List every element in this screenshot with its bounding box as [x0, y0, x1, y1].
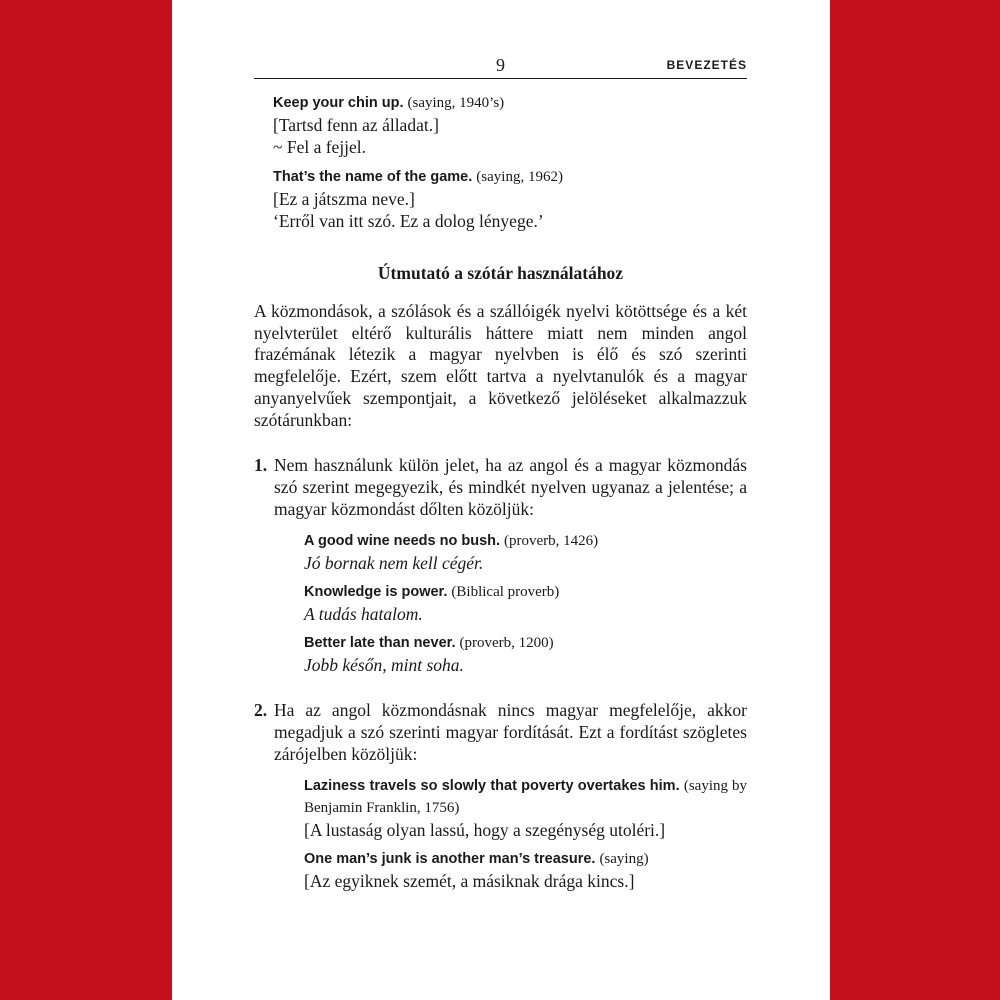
example-note: (Biblical proverb)	[451, 584, 560, 601]
example-note: (saying by Benjamin Franklin, 1756)	[304, 778, 747, 817]
item-number: 2.	[254, 700, 268, 721]
example-headword: Knowledge is power.	[304, 584, 448, 601]
dictionary-entry	[273, 166, 747, 232]
example-entry	[304, 632, 747, 676]
example-headword: A good wine needs no bush.	[304, 533, 501, 550]
entry-note: (saying, 1940’s)	[407, 95, 505, 111]
page-content	[254, 92, 747, 892]
item-text: Nem használunk külön jelet, ha az angol és a magyar közmondás szó szerint megegyezik, és mindkét nyelven ugyanaz a jelentése; a magyar közmondást dőlten közöljük:	[274, 455, 747, 519]
example-note: (proverb, 1426)	[504, 533, 599, 550]
example-headword: Laziness travels so slowly that poverty overtakes him.	[304, 778, 680, 795]
dictionary-entry	[273, 92, 747, 158]
example-entry	[304, 530, 747, 574]
example-translation: A tudás hatalom.	[304, 604, 423, 625]
entry-translation: [Ez a játszma neve.]	[273, 189, 415, 209]
example-note: (saying)	[599, 851, 649, 868]
entry-headword: That’s the name of the game.	[273, 169, 473, 185]
numbered-item	[254, 700, 747, 892]
entry-translation: [Tartsd fenn az álladat.]	[273, 115, 439, 135]
section-title: Útmutató a szótár használatához	[377, 263, 624, 283]
example-entry	[304, 775, 747, 841]
entry-equivalent: ~ Fel a fejjel.	[273, 137, 367, 157]
example-list	[304, 775, 747, 892]
example-translation: [Az egyiknek szemét, a másiknak drága kincs.]	[304, 871, 635, 892]
item-number: 1.	[254, 455, 268, 476]
example-translation: Jó bornak nem kell cégér.	[304, 553, 484, 574]
page-header	[254, 54, 747, 79]
item-text: Ha az angol közmondásnak nincs magyar megfelelője, akkor megadjuk a szó szerinti magyar fordítását. Ezt a fordítást szögletes zárójelben közöljük:	[274, 700, 747, 764]
example-translation: Jobb későn, mint soha.	[304, 655, 464, 676]
example-entry	[304, 848, 747, 892]
numbered-item	[254, 455, 747, 676]
example-entry	[304, 581, 747, 625]
entry-note: (saying, 1962)	[476, 169, 563, 185]
example-translation: [A lustaság olyan lassú, hogy a szegénység utoléri.]	[304, 820, 666, 841]
example-list	[304, 530, 747, 676]
book-page	[172, 0, 830, 1000]
entry-meaning: ‘Erről van itt szó. Ez a dolog lényege.’	[273, 211, 544, 231]
running-head: BEVEZETÉS	[666, 58, 747, 72]
section-paragraph: A közmondások, a szólások és a szállóigék nyelvi kötöttsége és a két nyelvterület eltérő kulturális háttere miatt nem minden angol frazémának létezik a magyar nyelvben is élő és szó szerinti megfelelője. Ezért, szem előtt tartva a nyelvtanulók és a magyar anyanyelvűek szempontjait, a következő jelöléseket alkalmazzuk szótárunkban:	[254, 301, 747, 430]
page-number: 9	[496, 55, 505, 75]
entry-headword: Keep your chin up.	[273, 95, 404, 111]
example-headword: One man’s junk is another man’s treasure.	[304, 851, 596, 868]
example-note: (proverb, 1200)	[459, 635, 554, 652]
example-headword: Better late than never.	[304, 635, 456, 652]
